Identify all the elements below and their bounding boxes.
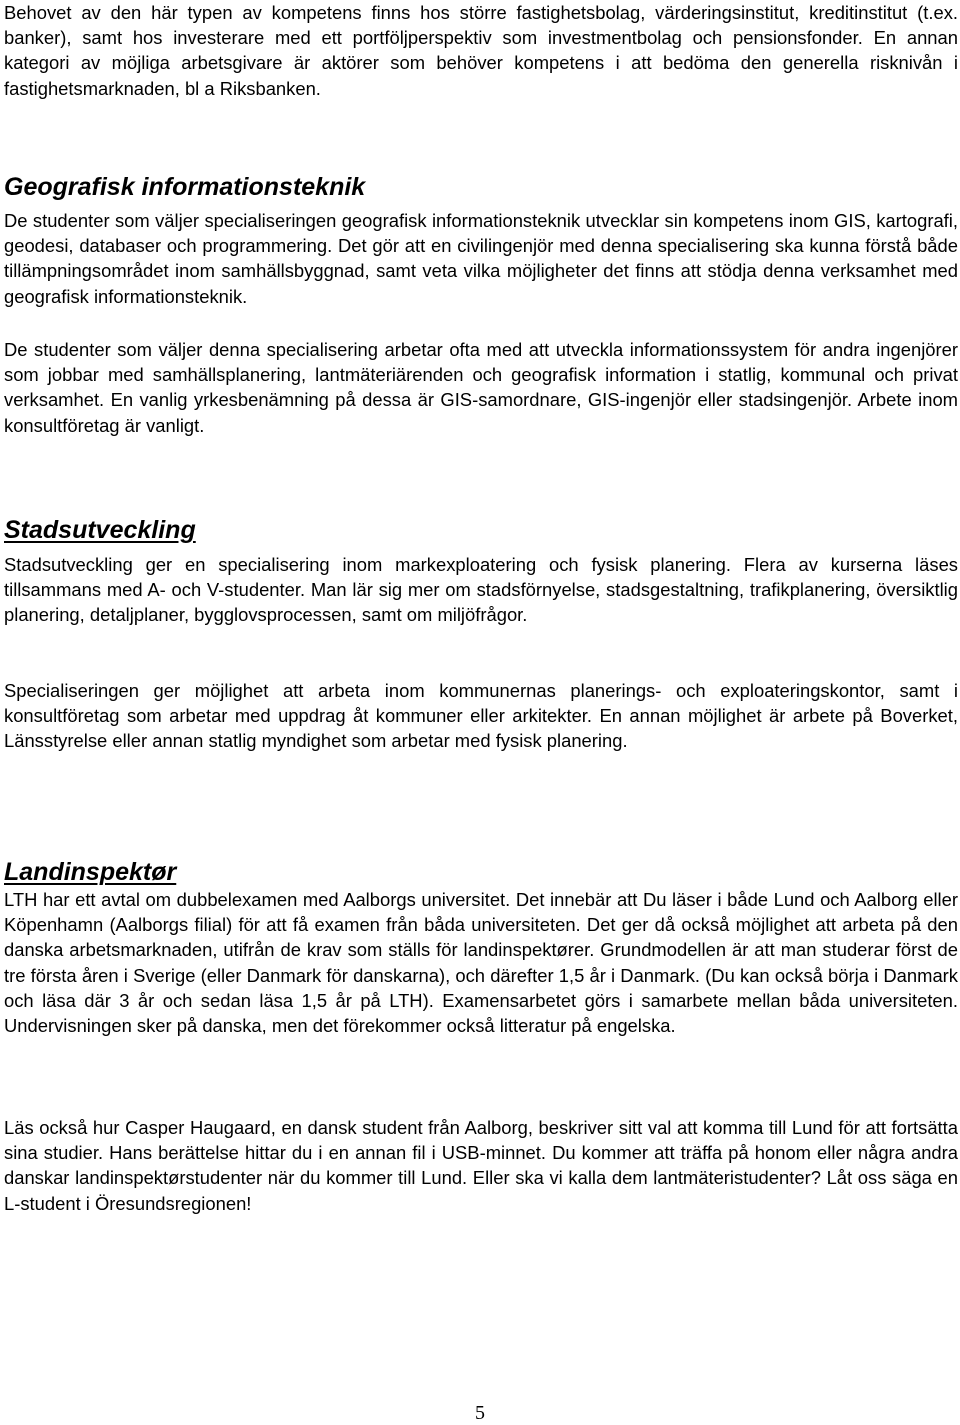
stadsutveckling-paragraph-2: Specialiseringen ger möjlighet att arbeta inom kommunernas planerings- och exploateringskontor, samt i konsultföretag som arbetar med uppdrag åt kommuner eller arkitekter. En annan möjlighet är arbete på Boverket, Länsstyrelse eller annan statlig myndighet som arbetar med fysisk planering. [4,680,958,752]
geografisk-paragraph-2: De studenter som väljer denna specialisering arbetar ofta med att utveckla informationssystem för andra ingenjörer som jobbar med samhällsplanering, lantmäteriärenden och geografisk information i statlig, kommunal och privat verksamhet. En vanlig yrkesbenämning på dessa är GIS-samordnare, GIS-ingenjör eller stadsingenjör. Arbete inom konsultföretag är vanligt. [4,339,958,436]
intro-paragraph: Behovet av den här typen av kompetens finns hos större fastighetsbolag, värderingsinstitut, kreditinstitut (t.ex. banker), samt hos investerare med ett portföljperspektiv som investmentbolag och pensionsfonder. En annan kategori av möjliga arbetsgivare är aktörer som behöver kompetens i att bedöma den generella risknivån i fastighetsmarknaden, bl a Riksbanken. [4,2,958,99]
geografisk-paragraph-1: De studenter som väljer specialiseringen geografisk informationsteknik utvecklar sin kompetens inom GIS, kartografi, geodesi, databaser och programmering. Det gör att en civilingenjör med denna specialisering ska kunna förstå både tillämpningsområdet inom samhällsbyggnad, samt veta vilka möjligheter det finns att stödja denna verksamhet med geografisk informationsteknik. [4,210,958,307]
heading-landinspektor: Landinspektør [4,858,177,886]
landinspektor-paragraph-1: LTH har ett avtal om dubbelexamen med Aalborgs universitet. Det innebär att Du läser i både Lund och Aalborg eller Köpenhamn (Aalborgs filial) för att få examen från båda universiteten. Det ger då också möjlighet att arbeta på den danska arbetsmarknaden, utifrån de krav som ställs för landinspektører. Grundmodellen är att man studerar först de tre första åren i Sverige (eller Danmark för danskarna), och därefter 1,5 år i Danmark. (Du kan också börja i Danmark och läsa där 3 år och sedan läsa 1,5 år på LTH). Examensarbetet görs i samarbete mellan båda universiteten. Undervisningen sker på danska, men det förekommer också litteratur på engelska. [4,889,958,1037]
stadsutveckling-paragraph-1: Stadsutveckling ger en specialisering inom markexploatering och fysisk planering. Flera av kurserna läses tillsammans med A- och V-studenter. Man lär sig mer om stadsförnyelse, stadsgestaltning, trafikplanering, översiktlig planering, detaljplaner, bygglovsprocessen, samt om miljöfrågor. [4,554,958,626]
landinspektor-paragraph-2: Läs också hur Casper Haugaard, en dansk student från Aalborg, beskriver sitt val att komma till Lund för att fortsätta sina studier. Hans berättelse hittar du i en annan fil i USB-minnet. Du kommer att träffa på honom eller några andra danskar landinspektørstudenter när du kommer till Lund. Eller ska vi kalla dem lantmäteristudenter? Låt oss säga en L-student i Öresundsregionen! [4,1117,958,1214]
page-number: 5 [475,1402,485,1424]
heading-geografisk-informationsteknik: Geografisk informationsteknik [4,173,366,201]
heading-stadsutveckling: Stadsutveckling [4,516,196,544]
